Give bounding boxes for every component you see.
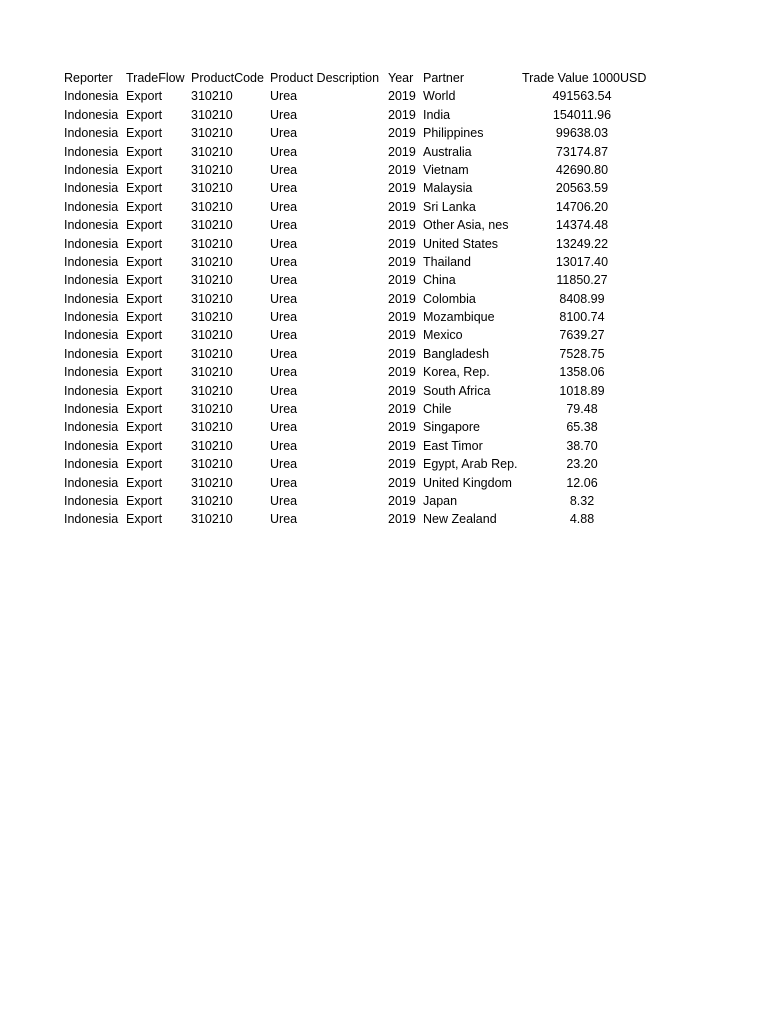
cell-description: Urea bbox=[270, 254, 298, 269]
cell-description: Urea bbox=[270, 144, 298, 159]
cell-tradeflow: Export bbox=[126, 199, 163, 214]
cell-description: Urea bbox=[270, 365, 298, 380]
cell-year: 2019 bbox=[388, 107, 416, 122]
cell-productcode: 310210 bbox=[191, 328, 233, 343]
cell-description: Urea bbox=[270, 181, 298, 196]
cell-reporter: Indonesia bbox=[64, 199, 119, 214]
cell-description: Urea bbox=[270, 310, 298, 325]
cell-productcode: 310210 bbox=[191, 126, 233, 141]
cell-tradeflow: Export bbox=[126, 273, 163, 288]
cell-reporter: Indonesia bbox=[64, 89, 119, 104]
cell-partner: United States bbox=[423, 236, 499, 251]
header-reporter: Reporter bbox=[64, 71, 113, 85]
cell-partner: Mozambique bbox=[423, 310, 495, 325]
cell-year: 2019 bbox=[388, 402, 416, 417]
cell-tradeflow: Export bbox=[126, 107, 163, 122]
cell-description: Urea bbox=[270, 512, 298, 527]
cell-trade-value: 11850.27 bbox=[556, 273, 608, 288]
cell-description: Urea bbox=[270, 383, 298, 398]
cell-year: 2019 bbox=[388, 365, 416, 380]
cell-trade-value: 8100.74 bbox=[559, 310, 605, 325]
cell-partner: India bbox=[423, 107, 451, 122]
cell-year: 2019 bbox=[388, 273, 416, 288]
cell-productcode: 310210 bbox=[191, 420, 233, 435]
cell-trade-value: 13017.40 bbox=[555, 254, 609, 269]
cell-description: Urea bbox=[270, 199, 298, 214]
cell-productcode: 310210 bbox=[191, 346, 233, 361]
cell-productcode: 310210 bbox=[191, 162, 233, 177]
cell-trade-value: 20563.59 bbox=[555, 181, 609, 196]
cell-tradeflow: Export bbox=[126, 89, 163, 104]
cell-partner: Philippines bbox=[423, 126, 484, 141]
cell-year: 2019 bbox=[388, 457, 416, 472]
cell-reporter: Indonesia bbox=[64, 512, 119, 527]
cell-partner: Japan bbox=[423, 493, 458, 508]
header-productcode: ProductCode bbox=[191, 71, 264, 85]
cell-tradeflow: Export bbox=[126, 420, 163, 435]
cell-productcode: 310210 bbox=[191, 365, 233, 380]
header-tradeflow: TradeFlow bbox=[126, 71, 185, 85]
cell-productcode: 310210 bbox=[191, 310, 233, 325]
cell-description: Urea bbox=[270, 346, 298, 361]
header-description: Product Description bbox=[270, 71, 380, 85]
cell-partner: Chile bbox=[423, 402, 452, 417]
cell-description: Urea bbox=[270, 291, 298, 306]
cell-year: 2019 bbox=[388, 144, 416, 159]
cell-partner: Singapore bbox=[423, 420, 480, 435]
cell-partner: South Africa bbox=[423, 383, 491, 398]
cell-description: Urea bbox=[270, 420, 298, 435]
cell-partner: United Kingdom bbox=[423, 475, 512, 490]
cell-productcode: 310210 bbox=[191, 402, 233, 417]
cell-tradeflow: Export bbox=[126, 126, 163, 141]
cell-tradeflow: Export bbox=[126, 236, 163, 251]
cell-tradeflow: Export bbox=[126, 162, 163, 177]
cell-partner: Vietnam bbox=[423, 162, 469, 177]
cell-productcode: 310210 bbox=[191, 144, 233, 159]
cell-year: 2019 bbox=[388, 199, 416, 214]
cell-productcode: 310210 bbox=[191, 199, 233, 214]
header-year: Year bbox=[388, 71, 414, 85]
cell-reporter: Indonesia bbox=[64, 493, 119, 508]
cell-partner: Other Asia, nes bbox=[423, 218, 509, 233]
cell-productcode: 310210 bbox=[191, 218, 233, 233]
cell-reporter: Indonesia bbox=[64, 291, 119, 306]
cell-description: Urea bbox=[270, 475, 298, 490]
cell-partner: Colombia bbox=[423, 291, 476, 306]
cell-partner: Australia bbox=[423, 144, 472, 159]
cell-productcode: 310210 bbox=[191, 475, 233, 490]
cell-year: 2019 bbox=[388, 291, 416, 306]
cell-tradeflow: Export bbox=[126, 457, 163, 472]
cell-year: 2019 bbox=[388, 383, 416, 398]
cell-reporter: Indonesia bbox=[64, 365, 119, 380]
cell-productcode: 310210 bbox=[191, 89, 233, 104]
cell-partner: Sri Lanka bbox=[423, 199, 476, 214]
cell-partner: New Zealand bbox=[423, 512, 497, 527]
cell-description: Urea bbox=[270, 162, 298, 177]
cell-year: 2019 bbox=[388, 512, 416, 527]
cell-partner: Mexico bbox=[423, 328, 463, 343]
cell-trade-value: 38.70 bbox=[566, 438, 598, 453]
cell-tradeflow: Export bbox=[126, 291, 163, 306]
cell-productcode: 310210 bbox=[191, 457, 233, 472]
cell-year: 2019 bbox=[388, 181, 416, 196]
cell-productcode: 310210 bbox=[191, 383, 233, 398]
cell-productcode: 310210 bbox=[191, 236, 233, 251]
cell-trade-value: 7528.75 bbox=[559, 346, 605, 361]
cell-reporter: Indonesia bbox=[64, 107, 119, 122]
cell-trade-value: 23.20 bbox=[566, 457, 598, 472]
cell-year: 2019 bbox=[388, 126, 416, 141]
cell-description: Urea bbox=[270, 402, 298, 417]
cell-tradeflow: Export bbox=[126, 218, 163, 233]
cell-year: 2019 bbox=[388, 254, 416, 269]
cell-partner: World bbox=[423, 89, 456, 104]
cell-tradeflow: Export bbox=[126, 310, 163, 325]
cell-partner: Egypt, Arab Rep. bbox=[423, 457, 518, 472]
cell-tradeflow: Export bbox=[126, 512, 163, 527]
cell-reporter: Indonesia bbox=[64, 254, 119, 269]
cell-partner: East Timor bbox=[423, 438, 483, 453]
cell-reporter: Indonesia bbox=[64, 475, 119, 490]
cell-reporter: Indonesia bbox=[64, 236, 119, 251]
cell-productcode: 310210 bbox=[191, 493, 233, 508]
cell-trade-value: 491563.54 bbox=[552, 89, 612, 104]
cell-trade-value: 7639.27 bbox=[559, 328, 605, 343]
header-trade-value: Trade Value 1000USD bbox=[522, 71, 647, 85]
cell-description: Urea bbox=[270, 89, 298, 104]
cell-productcode: 310210 bbox=[191, 107, 233, 122]
cell-trade-value: 79.48 bbox=[566, 402, 598, 417]
cell-reporter: Indonesia bbox=[64, 328, 119, 343]
cell-tradeflow: Export bbox=[126, 475, 163, 490]
cell-year: 2019 bbox=[388, 328, 416, 343]
cell-description: Urea bbox=[270, 328, 298, 343]
cell-tradeflow: Export bbox=[126, 144, 163, 159]
cell-productcode: 310210 bbox=[191, 438, 233, 453]
cell-description: Urea bbox=[270, 273, 298, 288]
cell-reporter: Indonesia bbox=[64, 181, 119, 196]
cell-year: 2019 bbox=[388, 475, 416, 490]
cell-partner: Malaysia bbox=[423, 181, 473, 196]
cell-year: 2019 bbox=[388, 218, 416, 233]
cell-tradeflow: Export bbox=[126, 328, 163, 343]
cell-reporter: Indonesia bbox=[64, 438, 119, 453]
cell-reporter: Indonesia bbox=[64, 346, 119, 361]
cell-description: Urea bbox=[270, 457, 298, 472]
cell-productcode: 310210 bbox=[191, 254, 233, 269]
cell-reporter: Indonesia bbox=[64, 144, 119, 159]
cell-productcode: 310210 bbox=[191, 291, 233, 306]
header-partner: Partner bbox=[423, 71, 464, 85]
cell-reporter: Indonesia bbox=[64, 457, 119, 472]
cell-reporter: Indonesia bbox=[64, 162, 119, 177]
cell-productcode: 310210 bbox=[191, 512, 233, 527]
cell-year: 2019 bbox=[388, 346, 416, 361]
cell-description: Urea bbox=[270, 218, 298, 233]
cell-trade-value: 42690.80 bbox=[555, 162, 609, 177]
cell-year: 2019 bbox=[388, 162, 416, 177]
cell-reporter: Indonesia bbox=[64, 420, 119, 435]
cell-tradeflow: Export bbox=[126, 402, 163, 417]
cell-year: 2019 bbox=[388, 438, 416, 453]
cell-description: Urea bbox=[270, 493, 298, 508]
cell-reporter: Indonesia bbox=[64, 383, 119, 398]
cell-trade-value: 4.88 bbox=[569, 512, 595, 527]
cell-year: 2019 bbox=[388, 236, 416, 251]
cell-description: Urea bbox=[270, 438, 298, 453]
cell-partner: Thailand bbox=[423, 254, 471, 269]
cell-trade-value: 14706.20 bbox=[555, 199, 609, 214]
cell-reporter: Indonesia bbox=[64, 126, 119, 141]
cell-description: Urea bbox=[270, 107, 298, 122]
cell-trade-value: 73174.87 bbox=[555, 144, 609, 159]
cell-year: 2019 bbox=[388, 420, 416, 435]
cell-reporter: Indonesia bbox=[64, 218, 119, 233]
cell-trade-value: 154011.96 bbox=[552, 107, 612, 122]
cell-productcode: 310210 bbox=[191, 273, 233, 288]
cell-tradeflow: Export bbox=[126, 346, 163, 361]
cell-trade-value: 99638.03 bbox=[555, 126, 609, 141]
cell-tradeflow: Export bbox=[126, 493, 163, 508]
cell-trade-value: 8408.99 bbox=[559, 291, 605, 306]
cell-tradeflow: Export bbox=[126, 438, 163, 453]
cell-trade-value: 8.32 bbox=[569, 493, 595, 508]
cell-partner: Bangladesh bbox=[423, 346, 490, 361]
cell-tradeflow: Export bbox=[126, 254, 163, 269]
cell-reporter: Indonesia bbox=[64, 310, 119, 325]
cell-tradeflow: Export bbox=[126, 181, 163, 196]
cell-trade-value: 12.06 bbox=[566, 475, 598, 490]
cell-tradeflow: Export bbox=[126, 365, 163, 380]
cell-year: 2019 bbox=[388, 89, 416, 104]
cell-year: 2019 bbox=[388, 310, 416, 325]
cell-tradeflow: Export bbox=[126, 383, 163, 398]
cell-year: 2019 bbox=[388, 493, 416, 508]
cell-reporter: Indonesia bbox=[64, 402, 119, 417]
cell-partner: China bbox=[423, 273, 456, 288]
cell-description: Urea bbox=[270, 236, 298, 251]
cell-reporter: Indonesia bbox=[64, 273, 119, 288]
cell-trade-value: 13249.22 bbox=[555, 236, 609, 251]
cell-trade-value: 14374.48 bbox=[555, 218, 609, 233]
cell-trade-value: 65.38 bbox=[566, 420, 598, 435]
cell-description: Urea bbox=[270, 126, 298, 141]
cell-trade-value: 1018.89 bbox=[559, 383, 605, 398]
cell-partner: Korea, Rep. bbox=[423, 365, 490, 380]
cell-productcode: 310210 bbox=[191, 181, 233, 196]
cell-trade-value: 1358.06 bbox=[559, 365, 605, 380]
